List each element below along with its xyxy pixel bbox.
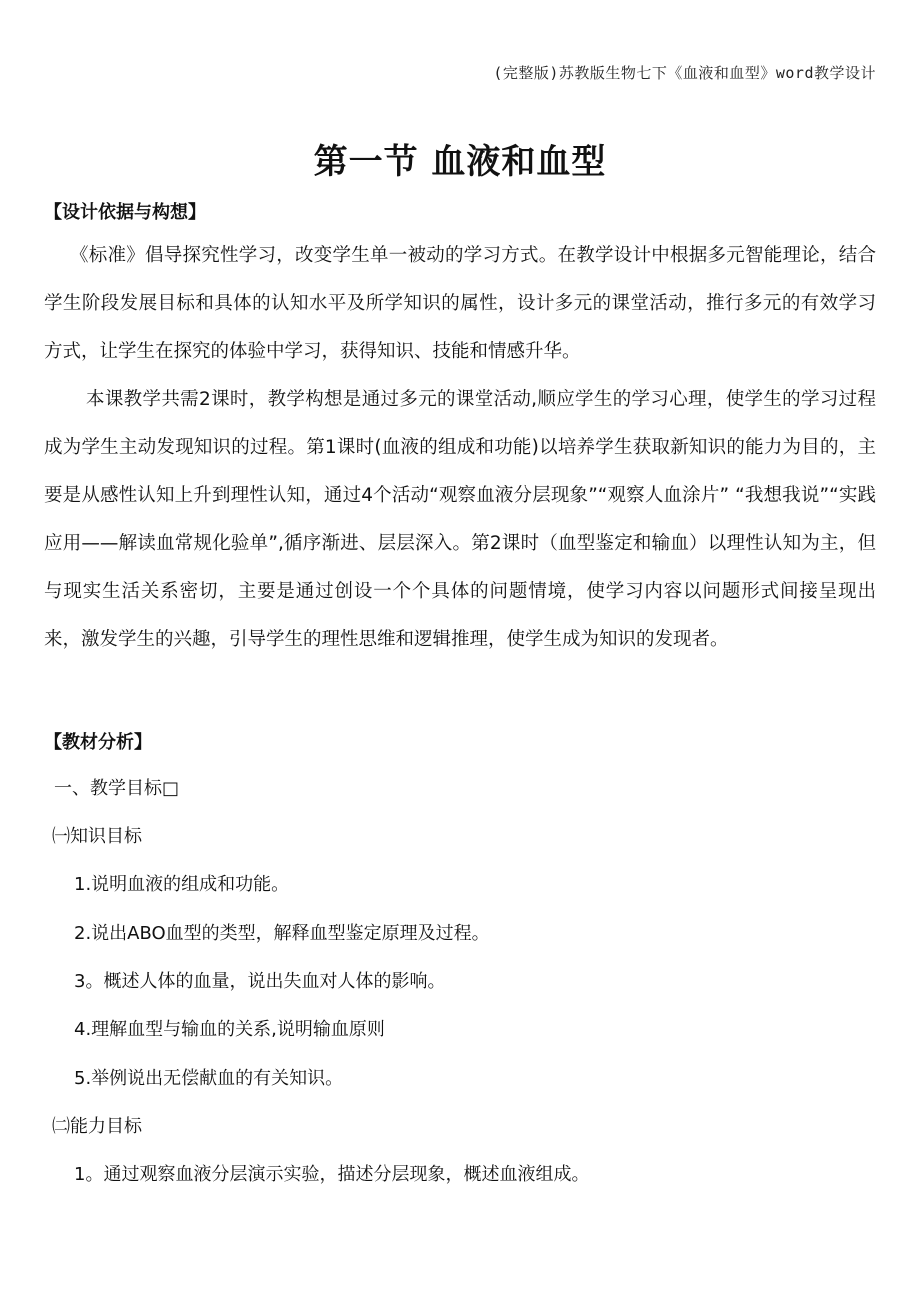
section-heading-design: 【设计依据与构想】 <box>44 202 206 223</box>
page-header: (完整版)苏教版生物七下《血液和血型》word教学设计 <box>493 64 876 82</box>
goals-heading: 一、教学目标□ <box>54 778 180 799</box>
paragraph-lesson-plan: 本课教学共需2课时，教学构想是通过多元的课堂活动,顺应学生的学习心理，使学生的学习过程成为学生主动发现知识的过程。第1课时(血液的组成和功能)以培养学生获取新知识的能力为目的，主要是从感性认知上升到理性认知，通过4个活动“观察血液分层现象”“观察人血涂片” “我想我说”“实践应用——解读血常规化验单”,循序渐进、层层深入。第2课时（血型鉴定和输血）以理性认知为主，但与现实生活关系密切，主要是通过创设一个个具体的问题情境，使学习内容以问题形式间接呈现出来，激发学生的兴趣，引导学生的理性思维和逻辑推理，使学生成为知识的发现者。 <box>44 389 876 650</box>
section-heading-material: 【教材分析】 <box>44 732 152 753</box>
list-item: 4.理解血型与输血的关系,说明输血原则 <box>74 1019 385 1040</box>
paragraph-design-basis: 《标准》倡导探究性学习，改变学生单一被动的学习方式。在教学设计中根据多元智能理论，结合学生阶段发展目标和具体的认知水平及所学知识的属性，设计多元的课堂活动，推行多元的有效学习方式，让学生在探究的体验中学习，获得知识、技能和情感升华。 <box>44 245 876 362</box>
ability-goals-heading: ㈡能力目标 <box>52 1116 142 1137</box>
list-item: 5.举例说出无偿献血的有关知识。 <box>74 1068 344 1089</box>
knowledge-goals-heading: ㈠知识目标 <box>52 826 142 847</box>
list-item: 1。通过观察血液分层演示实验，描述分层现象，概述血液组成。 <box>74 1164 590 1185</box>
list-item: 3。概述人体的血量，说出失血对人体的影响。 <box>74 971 446 992</box>
page-title: 第一节 血液和血型 <box>313 142 607 182</box>
list-item: 1.说明血液的组成和功能。 <box>74 874 290 895</box>
list-item: 2.说出ABO血型的类型，解释血型鉴定原理及过程。 <box>74 923 490 944</box>
